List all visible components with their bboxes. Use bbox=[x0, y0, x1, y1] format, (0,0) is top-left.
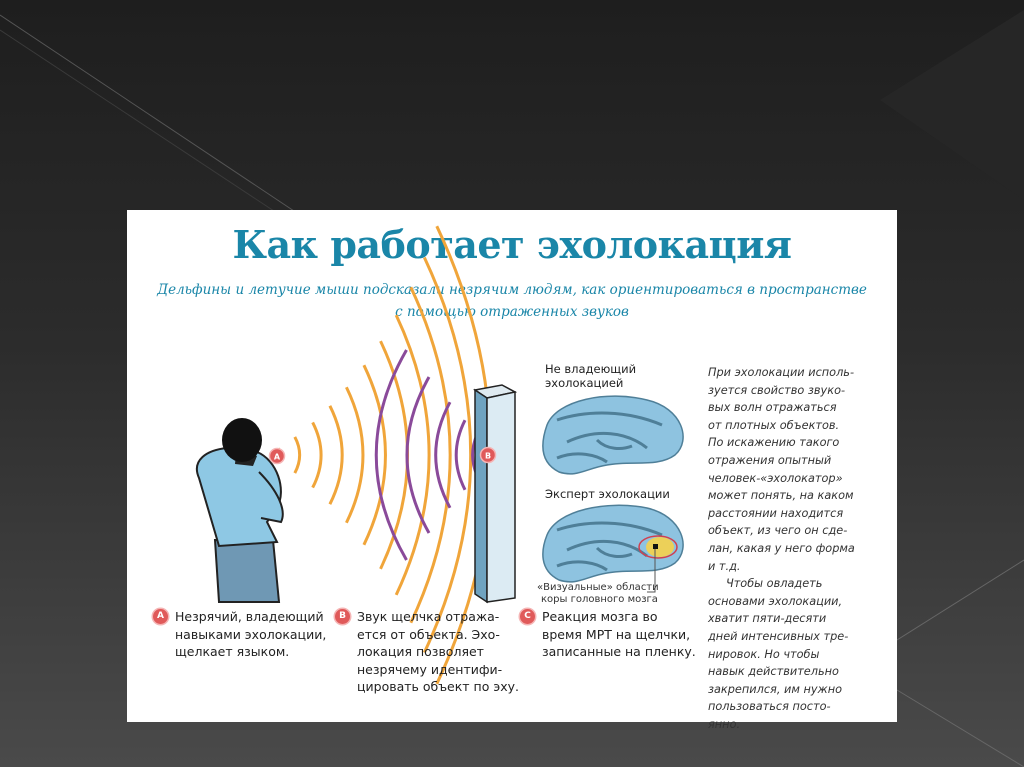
caption-b: B Звук щелчка отража- ется от объекта. Эхо- локация позволяет незрячему идентифи- цировать объект по эху. bbox=[335, 608, 519, 696]
outgoing-wave-arc bbox=[346, 387, 363, 523]
outgoing-wave-arc bbox=[330, 406, 342, 504]
marker-a-badge bbox=[270, 449, 285, 464]
infographic-title: Как работает эхолокация bbox=[232, 222, 792, 267]
marker-c-icon: C bbox=[520, 609, 535, 624]
novice-brain-label: Не владеющий эхолокацией bbox=[545, 362, 637, 390]
blind-man-figure bbox=[197, 418, 283, 602]
caption-a: A Незрячий, владеющий навыками эхолокации, щелкает языком. bbox=[153, 608, 326, 661]
svg-text:B: B bbox=[484, 451, 492, 461]
marker-a-icon: A bbox=[153, 609, 168, 624]
explanation-sidebar-text: При эхолокации исполь- зуется свойство звуко- вых волн отражаться от плотных объектов. По искажению такого отражения опытный человек-«эхолокатор» может понять, на каком расстоянии находится объект, из чего он сде- лан, какая у него форма и т.д. Чтобы овладеть основами эхолокации, хватит пяти-десяти дней интенсивных тре- нировок. Но чтобы навык действительно закрепился, им нужно пользоваться посто- янно. bbox=[708, 366, 855, 731]
marker-b-icon: B bbox=[335, 609, 350, 624]
reflected-wave-arc bbox=[456, 420, 465, 490]
svg-text:A: A bbox=[273, 452, 281, 462]
expert-brain-label: Эксперт эхолокации bbox=[545, 487, 670, 501]
outgoing-wave-arc bbox=[424, 258, 470, 653]
wall-object bbox=[475, 385, 515, 602]
visual-cortex-caption: «Визуальные» области коры головного мозга bbox=[537, 582, 659, 605]
reflected-wave-arc bbox=[407, 377, 429, 533]
brain-expert bbox=[543, 505, 683, 592]
marker-b-badge bbox=[481, 448, 496, 463]
reflected-wave-arc bbox=[376, 350, 406, 560]
outgoing-wave-arc bbox=[364, 365, 386, 545]
subtitle-line-1: Дельфины и летучие мыши подсказали незрячим людям, как ориентироваться в пространстве bbox=[157, 282, 867, 298]
brain-novice bbox=[543, 396, 683, 474]
outgoing-wave-arc bbox=[295, 437, 300, 473]
subtitle-line-2: с помощью отраженных звуков bbox=[395, 304, 629, 320]
caption-c: C Реакция мозга во время МРТ на щелчки, записанные на пленку. bbox=[520, 608, 696, 661]
echolocation-infographic bbox=[127, 210, 897, 731]
outgoing-wave-arc bbox=[313, 422, 321, 487]
